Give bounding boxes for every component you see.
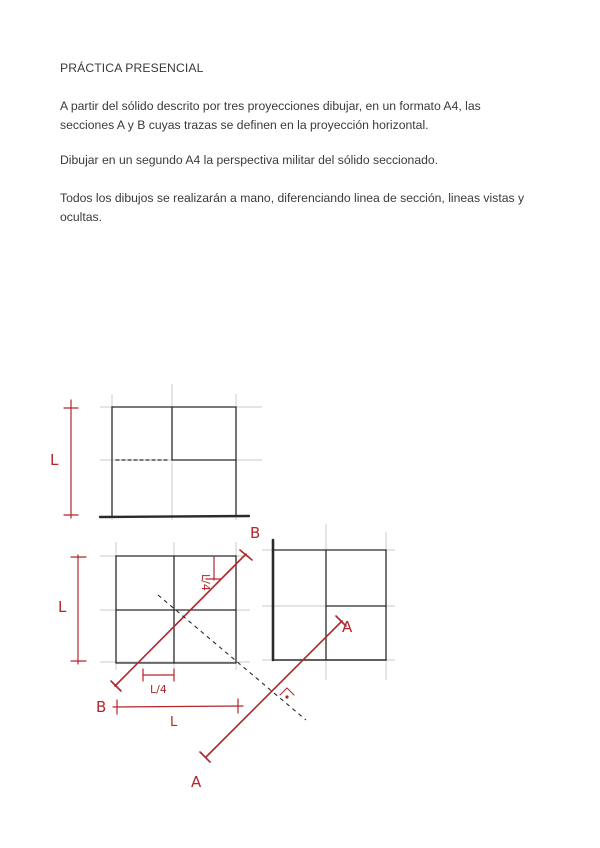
label-quarter-top: L/4 <box>199 574 212 591</box>
label-b-top: B <box>250 524 261 542</box>
label-l-front: L <box>50 451 59 469</box>
label-a-top: A <box>342 618 353 636</box>
label-a-bottom: A <box>191 773 202 791</box>
front-elevation <box>100 384 262 520</box>
plan-view <box>100 542 250 670</box>
projection-trace <box>158 595 306 720</box>
label-b-bottom: B <box>96 698 107 716</box>
page-title: PRÁCTICA PRESENCIAL <box>60 61 204 75</box>
hand-drawn-projections <box>0 370 600 810</box>
label-l-plan: L <box>58 598 67 616</box>
instruction-paragraph-1: A partir del sólido descrito por tres proyecciones dibujar, en un formato A4, las secciones A y B cuyas trazas se definen en la proyección horizontal. <box>60 99 481 132</box>
section-line-b <box>115 554 246 686</box>
dimension-line-bottom <box>113 706 243 707</box>
instruction-paragraph-3: Todos los dibujos se realizarán a mano, diferenciando linea de sección, lineas vistas y ocultas. <box>60 191 525 224</box>
side-view <box>262 524 395 680</box>
label-quarter-bottom: L/4 <box>150 683 167 696</box>
instruction-paragraph-2: Dibujar en un segundo A4 la perspectiva militar del sólido seccionado. <box>60 153 439 167</box>
label-l-bottom: L <box>170 715 178 730</box>
